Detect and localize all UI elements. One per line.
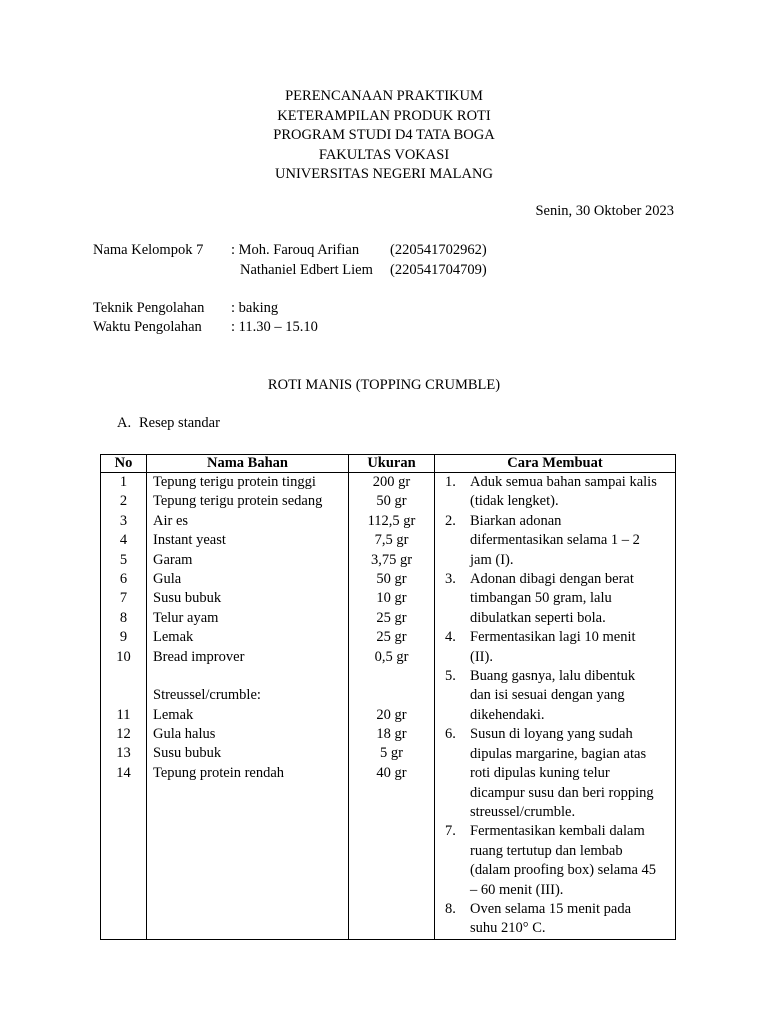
header-line: UNIVERSITAS NEGERI MALANG: [275, 166, 493, 182]
document-header: [0, 87, 768, 185]
ingredient-name: Lemak: [153, 629, 194, 646]
ingredient-name: Tepung terigu protein tinggi: [153, 474, 316, 490]
column-header-no: No: [101, 455, 147, 473]
method-step: [445, 725, 671, 822]
step-text: difermentasikan selama 1 – 2: [470, 532, 640, 549]
step-text: suhu 210° C.: [470, 920, 546, 937]
ingredient-size: 0,5 gr: [374, 648, 409, 665]
ingredient-number: [101, 686, 146, 705]
member-id: (220541704709): [390, 262, 487, 278]
ingredient-size: [349, 686, 434, 705]
table-header-row: [101, 455, 676, 473]
method-step: [445, 667, 671, 725]
recipe-title: ROTI MANIS (TOPPING CRUMBLE): [267, 377, 501, 393]
column-header-size: Ukuran: [349, 455, 435, 473]
method-step: [445, 570, 671, 628]
ingredient-number: 3: [119, 512, 128, 529]
document-date: Senin, 30 Oktober 2023: [535, 203, 674, 219]
method-column: [435, 473, 676, 940]
step-text: Aduk semua bahan sampai kalis: [470, 474, 657, 490]
ingredient-size: [349, 667, 434, 686]
step-text: Adonan dibagi dengan berat: [470, 571, 634, 588]
ingredient-name: Garam: [153, 551, 193, 568]
step-number: 1.: [445, 474, 456, 490]
ingredient-number: 12: [116, 726, 131, 743]
step-text: jam (I).: [470, 551, 514, 568]
ingredient-name: Lemak: [153, 706, 194, 723]
header-line: FAKULTAS VOKASI: [318, 146, 450, 163]
ingredient-name: Air es: [153, 512, 189, 529]
column-header-method: Cara Membuat: [435, 455, 676, 473]
step-number: 7.: [445, 823, 456, 840]
member-id: (220541702962): [390, 242, 487, 258]
step-text: Oven selama 15 menit pada: [470, 900, 632, 917]
step-number: 8.: [445, 900, 456, 917]
ingredient-name: Bread improver: [153, 648, 245, 665]
method-step: [445, 512, 671, 570]
step-text: Biarkan adonan: [470, 512, 562, 529]
ingredient-number: 8: [119, 609, 128, 626]
ingredient-size: 20 gr: [376, 706, 407, 723]
ingredient-number: 5: [119, 551, 128, 568]
step-text: dicampur susu dan beri ropping: [470, 784, 654, 801]
ingredient-size: 25 gr: [376, 629, 407, 646]
ingredient-name: [153, 667, 348, 686]
step-text: dibulatkan seperti bola.: [470, 609, 606, 626]
step-text: (tidak lengket).: [470, 493, 559, 510]
ingredient-number: 14: [116, 764, 131, 781]
step-text: streussel/crumble.: [470, 803, 576, 820]
method-step: [445, 628, 671, 667]
header-line: PERENCANAAN PRAKTIKUM: [285, 88, 483, 104]
ingredient-number: 2: [119, 493, 128, 510]
table-body-row: [101, 473, 676, 940]
section-heading: [117, 414, 220, 434]
ingredient-size: 7,5 gr: [374, 532, 409, 549]
ingredient-size: 18 gr: [376, 726, 407, 743]
ingredient-size: 10 gr: [376, 590, 407, 607]
step-text: timbangan 50 gram, lalu: [470, 590, 612, 607]
technique-label: Teknik Pengolahan: [93, 300, 205, 316]
ingredient-name: Tepung terigu protein sedang: [153, 493, 323, 510]
recipe-table: [100, 454, 676, 940]
size-column: [349, 473, 435, 940]
header-line: PROGRAM STUDI D4 TATA BOGA: [273, 127, 495, 143]
step-number: 3.: [445, 571, 456, 588]
ingredient-name: Gula halus: [153, 726, 216, 743]
member-name: : Moh. Farouq Arifian: [231, 242, 360, 258]
step-text: Fermentasikan lagi 10 menit: [470, 629, 636, 646]
ingredient-number: 9: [119, 629, 128, 646]
time-label: Waktu Pengolahan: [93, 319, 202, 335]
step-text: (dalam proofing box) selama 45: [470, 862, 657, 879]
ingredient-number: 10: [116, 648, 131, 665]
ingredient-name: Tepung protein rendah: [153, 764, 285, 781]
step-text: dikehendaki.: [470, 706, 545, 723]
step-number: 6.: [445, 726, 456, 743]
ingredient-number: 11: [116, 706, 131, 723]
ingredient-size: 3,75 gr: [370, 551, 413, 568]
step-text: Fermentasikan kembali dalam: [470, 823, 645, 840]
method-step: [445, 822, 671, 900]
header-line: KETERAMPILAN PRODUK ROTI: [277, 107, 491, 124]
step-text: Susun di loyang yang sudah: [470, 726, 633, 743]
ingredient-size: 5 gr: [380, 745, 403, 762]
step-text: ruang tertutup dan lembab: [470, 842, 623, 859]
section-label: Resep standar: [139, 415, 220, 431]
ingredient-name: Instant yeast: [153, 532, 226, 549]
ingredient-size: 112,5 gr: [367, 512, 416, 529]
ingredient-size: 50 gr: [376, 493, 407, 510]
column-header-name: Nama Bahan: [147, 455, 349, 473]
step-text: dan isi sesuai dengan yang: [470, 687, 625, 704]
ingredient-size: 50 gr: [376, 570, 407, 587]
step-text: – 60 menit (III).: [470, 881, 564, 898]
step-text: Buang gasnya, lalu dibentuk: [470, 668, 636, 685]
ingredient-number: 7: [119, 590, 128, 607]
member-name: Nathaniel Edbert Liem: [240, 262, 373, 278]
step-text: roti dipulas kuning telur: [470, 765, 610, 782]
ingredient-name: Telur ayam: [153, 609, 219, 626]
method-step: [445, 473, 671, 512]
step-text: dipulas margarine, bagian atas: [470, 745, 647, 762]
number-column: [101, 473, 147, 940]
ingredient-number: 4: [119, 532, 128, 549]
step-number: 5.: [445, 668, 456, 685]
ingredient-column: [147, 473, 349, 940]
ingredient-name: Susu bubuk: [153, 590, 222, 607]
ingredient-number: 13: [116, 745, 131, 762]
ingredient-name: Susu bubuk: [153, 745, 222, 762]
ingredient-size: 40 gr: [376, 764, 407, 781]
step-text: (II).: [470, 648, 493, 665]
ingredient-number: [101, 667, 146, 686]
ingredient-name: Gula: [153, 570, 182, 587]
ingredient-size: 25 gr: [376, 609, 407, 626]
step-number: 2.: [445, 512, 456, 529]
group-label: Nama Kelompok 7: [93, 242, 204, 258]
subsection-label: Streussel/crumble:: [153, 687, 261, 704]
time-value: : 11.30 – 15.10: [231, 319, 318, 335]
ingredient-size: 200 gr: [372, 474, 411, 490]
ingredient-number: 6: [119, 570, 128, 587]
section-marker: A.: [117, 415, 132, 431]
technique-value: : baking: [231, 300, 279, 316]
ingredient-number: 1: [119, 474, 128, 490]
step-number: 4.: [445, 629, 456, 646]
method-step: [445, 900, 671, 939]
